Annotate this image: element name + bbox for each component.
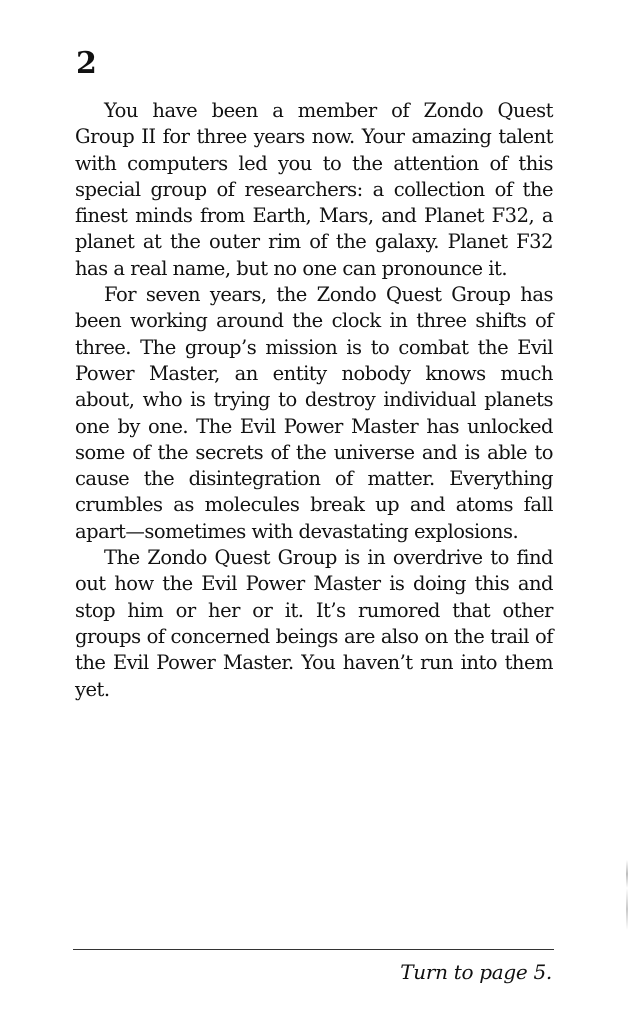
turn-to-page-instruction[interactable]: Turn to page 5. bbox=[400, 960, 552, 984]
paragraph-2: For seven years, the Zondo Quest Group has been working around the clock in three shifts of three. The group’s mission is to combat the Evil Power Master, an entity nobody knows much about, who is trying to destroy individual planets one by one. The Evil Power Master has unlocked some of the secrets of the universe and is able to cause the disintegration of matter. Everything crumbles as molecules break up and atoms fall apart—sometimes with devastating explosions. bbox=[75, 283, 553, 543]
story-text bbox=[75, 98, 553, 703]
paragraph-3: The Zondo Quest Group is in overdrive to find out how the Evil Power Master is doing this and stop him or her or it. It’s rumored that other groups of concerned beings are also on the trail of the Evil Power Master. You haven’t run into them yet. bbox=[75, 546, 553, 701]
page-number: 2 bbox=[76, 46, 97, 81]
paragraph-1: You have been a member of Zondo Quest Group II for three years now. Your amazing talent with computers led you to the attention of this special group of researchers: a collection of the finest minds from Earth, Mars, and Planet F32, a planet at the outer rim of the galaxy. Planet F32 has a real name, but no one can pronounce it. bbox=[75, 99, 553, 280]
footer-divider bbox=[73, 949, 554, 950]
